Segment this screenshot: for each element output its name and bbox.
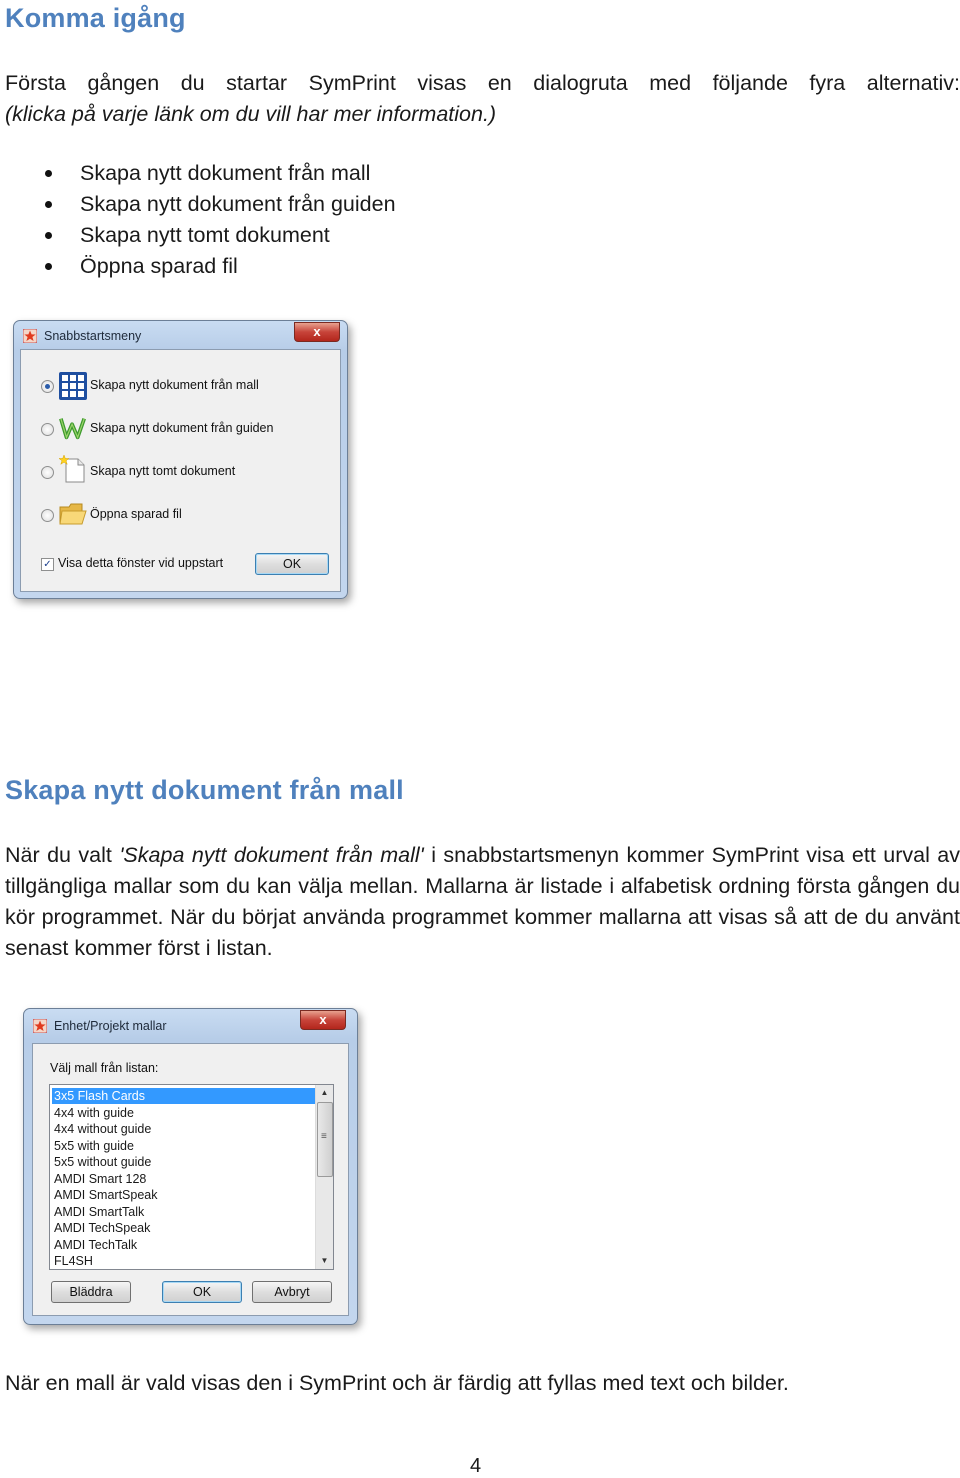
template-grid-icon bbox=[58, 371, 88, 401]
list-item[interactable]: 4x4 without guide bbox=[54, 1122, 152, 1136]
checkbox-label[interactable]: Visa detta fönster vid uppstart bbox=[58, 556, 224, 570]
close-button[interactable] bbox=[300, 1010, 346, 1030]
option-label[interactable]: Skapa nytt dokument från guiden bbox=[90, 421, 274, 435]
heading-skapa-fran-mall: Skapa nytt dokument från mall bbox=[5, 775, 404, 805]
closing-paragraph: När en mall är vald visas den i SymPrint och är färdig att fyllas med text och bilder. bbox=[5, 1371, 789, 1395]
paragraph-italic-quote: 'Skapa nytt dokument från mall' bbox=[119, 843, 424, 867]
paragraph-start: När du valt bbox=[5, 843, 120, 867]
list-item[interactable]: AMDI SmartSpeak bbox=[54, 1188, 158, 1202]
scroll-thumb[interactable] bbox=[317, 1102, 333, 1177]
wizard-w-icon bbox=[58, 414, 88, 442]
list-item[interactable]: AMDI TechTalk bbox=[54, 1237, 138, 1252]
browse-button[interactable]: Bläddra bbox=[51, 1281, 131, 1303]
close-icon: x bbox=[319, 1012, 327, 1027]
intro-line-1: Första gången du startar SymPrint visas en dialogruta med följande fyra alternativ: bbox=[5, 71, 960, 95]
list-item[interactable]: Öppna sparad fil bbox=[80, 251, 396, 282]
ok-button[interactable]: OK bbox=[255, 553, 329, 575]
option-label[interactable]: Öppna sparad fil bbox=[90, 507, 182, 521]
list-item[interactable]: 5x5 with guide bbox=[54, 1138, 134, 1153]
option-label[interactable]: Skapa nytt tomt dokument bbox=[90, 464, 236, 478]
dialog-client-area bbox=[20, 349, 341, 592]
list-item[interactable]: 4x4 with guide bbox=[54, 1105, 134, 1120]
template-listbox[interactable] bbox=[49, 1084, 334, 1270]
radio-from-template[interactable] bbox=[41, 380, 54, 393]
quickstart-dialog bbox=[13, 320, 348, 599]
heading-komma-igang: Komma igång bbox=[5, 3, 186, 33]
intro-line-2: (klicka på varje länk om du vill har mer information.) bbox=[5, 102, 497, 126]
radio-blank-document[interactable] bbox=[41, 466, 54, 479]
scroll-down-icon[interactable]: ▼ bbox=[320, 1256, 329, 1265]
template-dialog bbox=[23, 1008, 358, 1325]
list-item[interactable]: Skapa nytt tomt dokument bbox=[80, 220, 396, 251]
list-item[interactable]: FL4SH bbox=[54, 1254, 93, 1268]
close-button[interactable] bbox=[294, 322, 340, 342]
list-label: Välj mall från listan: bbox=[50, 1061, 159, 1075]
scroll-up-icon[interactable]: ▲ bbox=[320, 1088, 329, 1097]
dialog-title: Snabbstartsmeny bbox=[44, 329, 142, 343]
dialog-client-area bbox=[32, 1043, 349, 1316]
list-item[interactable]: Skapa nytt dokument från mall bbox=[80, 158, 396, 189]
list-item[interactable]: AMDI Smart 128 bbox=[54, 1171, 147, 1186]
close-icon: x bbox=[313, 324, 321, 339]
option-label[interactable]: Skapa nytt dokument från mall bbox=[90, 378, 259, 392]
list-item[interactable]: Skapa nytt dokument från guiden bbox=[80, 189, 396, 220]
new-document-icon bbox=[58, 454, 88, 484]
ok-button[interactable]: OK bbox=[162, 1281, 242, 1303]
list-item[interactable]: AMDI TechSpeak bbox=[54, 1221, 151, 1235]
radio-open-file[interactable] bbox=[41, 509, 54, 522]
list-item[interactable]: 3x5 Flash Cards bbox=[52, 1088, 316, 1104]
show-at-startup-checkbox[interactable]: ✓ bbox=[41, 558, 54, 571]
page-number: 4 bbox=[470, 1455, 482, 1477]
paragraph-rest: i snabbstartsmenyn kommer SymPrint visa ett urval av tillgängliga mallar som du kan välja mellan. Mallarna är listade i alfabetisk ordning första gången du kör programmet. När du börjat använda programmet kommer mallarna att visas så att de du använt senast kommer först i listan. bbox=[5, 843, 960, 960]
list-item[interactable]: AMDI SmartTalk bbox=[54, 1204, 145, 1219]
radio-from-wizard[interactable] bbox=[41, 423, 54, 436]
intro-paragraph bbox=[5, 68, 960, 130]
app-star-icon bbox=[23, 329, 37, 343]
dialog-title: Enhet/Projekt mallar bbox=[54, 1019, 167, 1033]
app-star-icon bbox=[33, 1019, 47, 1033]
cancel-button[interactable]: Avbryt bbox=[252, 1281, 332, 1303]
list-scrollbar[interactable] bbox=[315, 1085, 333, 1269]
options-list bbox=[80, 158, 396, 282]
template-paragraph bbox=[5, 840, 960, 964]
open-folder-icon bbox=[58, 498, 88, 528]
list-item[interactable]: 5x5 without guide bbox=[54, 1155, 152, 1169]
